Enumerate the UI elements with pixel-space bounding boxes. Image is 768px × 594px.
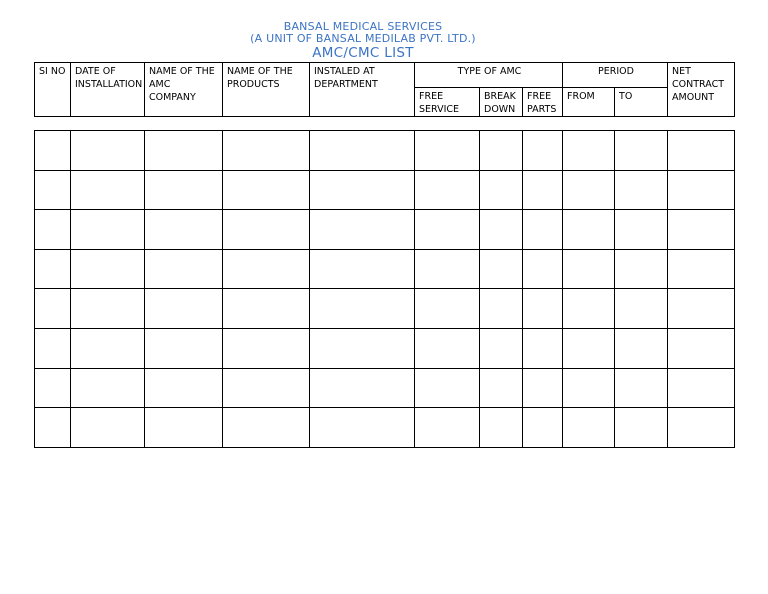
cell-break-down[interactable]	[480, 328, 523, 368]
cell-free-service[interactable]	[415, 368, 480, 408]
cell-free-service[interactable]	[415, 408, 480, 448]
cell-free-service[interactable]	[415, 289, 480, 329]
cell-from[interactable]	[563, 408, 615, 448]
table-row	[35, 210, 735, 250]
table-row	[35, 328, 735, 368]
cell-department[interactable]	[310, 249, 415, 289]
organization-unit: (A UNIT OF BANSAL MEDILAB PVT. LTD.)	[250, 32, 476, 45]
cell-date-of-installation[interactable]	[71, 289, 145, 329]
cell-from[interactable]	[563, 249, 615, 289]
cell-break-down[interactable]	[480, 131, 523, 171]
header-date-of-installation: DATE OF INSTALLATION	[71, 63, 145, 117]
cell-amc-company[interactable]	[145, 289, 223, 329]
cell-free-service[interactable]	[415, 328, 480, 368]
header-free-service: FREE SERVICE	[415, 88, 480, 117]
cell-free-parts[interactable]	[523, 408, 563, 448]
cell-department[interactable]	[310, 328, 415, 368]
header-from: FROM	[563, 88, 615, 117]
cell-department[interactable]	[310, 131, 415, 171]
cell-from[interactable]	[563, 328, 615, 368]
cell-free-parts[interactable]	[523, 131, 563, 171]
entry-table	[34, 130, 735, 448]
header-amc-company: NAME OF THE AMC COMPANY	[145, 63, 223, 117]
cell-sl-no[interactable]	[35, 249, 71, 289]
cell-sl-no[interactable]	[35, 131, 71, 171]
cell-amc-company[interactable]	[145, 210, 223, 250]
cell-to[interactable]	[615, 210, 668, 250]
header-period: PERIOD	[563, 63, 668, 88]
header-sl-no: SI NO	[35, 63, 71, 117]
cell-amc-company[interactable]	[145, 408, 223, 448]
table-row	[35, 289, 735, 329]
cell-break-down[interactable]	[480, 170, 523, 210]
cell-free-parts[interactable]	[523, 328, 563, 368]
cell-sl-no[interactable]	[35, 170, 71, 210]
cell-products[interactable]	[223, 131, 310, 171]
cell-amc-company[interactable]	[145, 328, 223, 368]
cell-free-service[interactable]	[415, 249, 480, 289]
cell-sl-no[interactable]	[35, 368, 71, 408]
cell-amc-company[interactable]	[145, 131, 223, 171]
header-free-parts: FREE PARTS	[523, 88, 563, 117]
cell-department[interactable]	[310, 289, 415, 329]
cell-net-contract-amount[interactable]	[668, 170, 735, 210]
cell-amc-company[interactable]	[145, 170, 223, 210]
cell-free-parts[interactable]	[523, 289, 563, 329]
cell-products[interactable]	[223, 408, 310, 448]
cell-products[interactable]	[223, 328, 310, 368]
cell-amc-company[interactable]	[145, 368, 223, 408]
cell-sl-no[interactable]	[35, 210, 71, 250]
cell-from[interactable]	[563, 289, 615, 329]
header-products: NAME OF THE PRODUCTS	[223, 63, 310, 117]
cell-free-parts[interactable]	[523, 249, 563, 289]
header-break-down: BREAK DOWN	[480, 88, 523, 117]
cell-free-service[interactable]	[415, 170, 480, 210]
cell-department[interactable]	[310, 210, 415, 250]
cell-to[interactable]	[615, 408, 668, 448]
cell-free-parts[interactable]	[523, 170, 563, 210]
cell-from[interactable]	[563, 210, 615, 250]
cell-break-down[interactable]	[480, 289, 523, 329]
cell-products[interactable]	[223, 170, 310, 210]
header-to: TO	[615, 88, 668, 117]
header-net-contract-amount: NET CONTRACT AMOUNT	[668, 63, 735, 117]
cell-free-service[interactable]	[415, 210, 480, 250]
cell-net-contract-amount[interactable]	[668, 131, 735, 171]
cell-to[interactable]	[615, 249, 668, 289]
cell-from[interactable]	[563, 131, 615, 171]
cell-net-contract-amount[interactable]	[668, 210, 735, 250]
header-department: INSTALED AT DEPARTMENT	[310, 63, 415, 117]
cell-sl-no[interactable]	[35, 408, 71, 448]
document-title: AMC/CMC LIST	[312, 45, 414, 61]
cell-to[interactable]	[615, 328, 668, 368]
header-type-of-amc: TYPE OF AMC	[415, 63, 563, 88]
cell-free-service[interactable]	[415, 131, 480, 171]
cell-break-down[interactable]	[480, 408, 523, 448]
cell-net-contract-amount[interactable]	[668, 249, 735, 289]
cell-date-of-installation[interactable]	[71, 131, 145, 171]
table-row	[35, 170, 735, 210]
cell-free-parts[interactable]	[523, 368, 563, 408]
cell-break-down[interactable]	[480, 249, 523, 289]
cell-date-of-installation[interactable]	[71, 368, 145, 408]
table-row	[35, 131, 735, 171]
cell-products[interactable]	[223, 210, 310, 250]
cell-products[interactable]	[223, 368, 310, 408]
cell-date-of-installation[interactable]	[71, 408, 145, 448]
cell-date-of-installation[interactable]	[71, 328, 145, 368]
cell-net-contract-amount[interactable]	[668, 289, 735, 329]
cell-department[interactable]	[310, 170, 415, 210]
table-row	[35, 408, 735, 448]
cell-date-of-installation[interactable]	[71, 210, 145, 250]
cell-products[interactable]	[223, 289, 310, 329]
cell-net-contract-amount[interactable]	[668, 328, 735, 368]
organization-name: BANSAL MEDICAL SERVICES	[283, 20, 443, 33]
cell-to[interactable]	[615, 131, 668, 171]
cell-free-parts[interactable]	[523, 210, 563, 250]
column-header-table	[34, 62, 735, 117]
cell-from[interactable]	[563, 368, 615, 408]
cell-from[interactable]	[563, 170, 615, 210]
cell-department[interactable]	[310, 368, 415, 408]
entry-rows	[35, 131, 735, 448]
document-heading	[0, 20, 726, 61]
cell-date-of-installation[interactable]	[71, 170, 145, 210]
cell-department[interactable]	[310, 408, 415, 448]
table-row	[35, 249, 735, 289]
cell-net-contract-amount[interactable]	[668, 368, 735, 408]
cell-net-contract-amount[interactable]	[668, 408, 735, 448]
cell-products[interactable]	[223, 249, 310, 289]
table-row	[35, 368, 735, 408]
cell-to[interactable]	[615, 289, 668, 329]
cell-break-down[interactable]	[480, 210, 523, 250]
cell-to[interactable]	[615, 368, 668, 408]
cell-break-down[interactable]	[480, 368, 523, 408]
cell-amc-company[interactable]	[145, 249, 223, 289]
cell-sl-no[interactable]	[35, 289, 71, 329]
cell-to[interactable]	[615, 170, 668, 210]
cell-date-of-installation[interactable]	[71, 249, 145, 289]
cell-sl-no[interactable]	[35, 328, 71, 368]
